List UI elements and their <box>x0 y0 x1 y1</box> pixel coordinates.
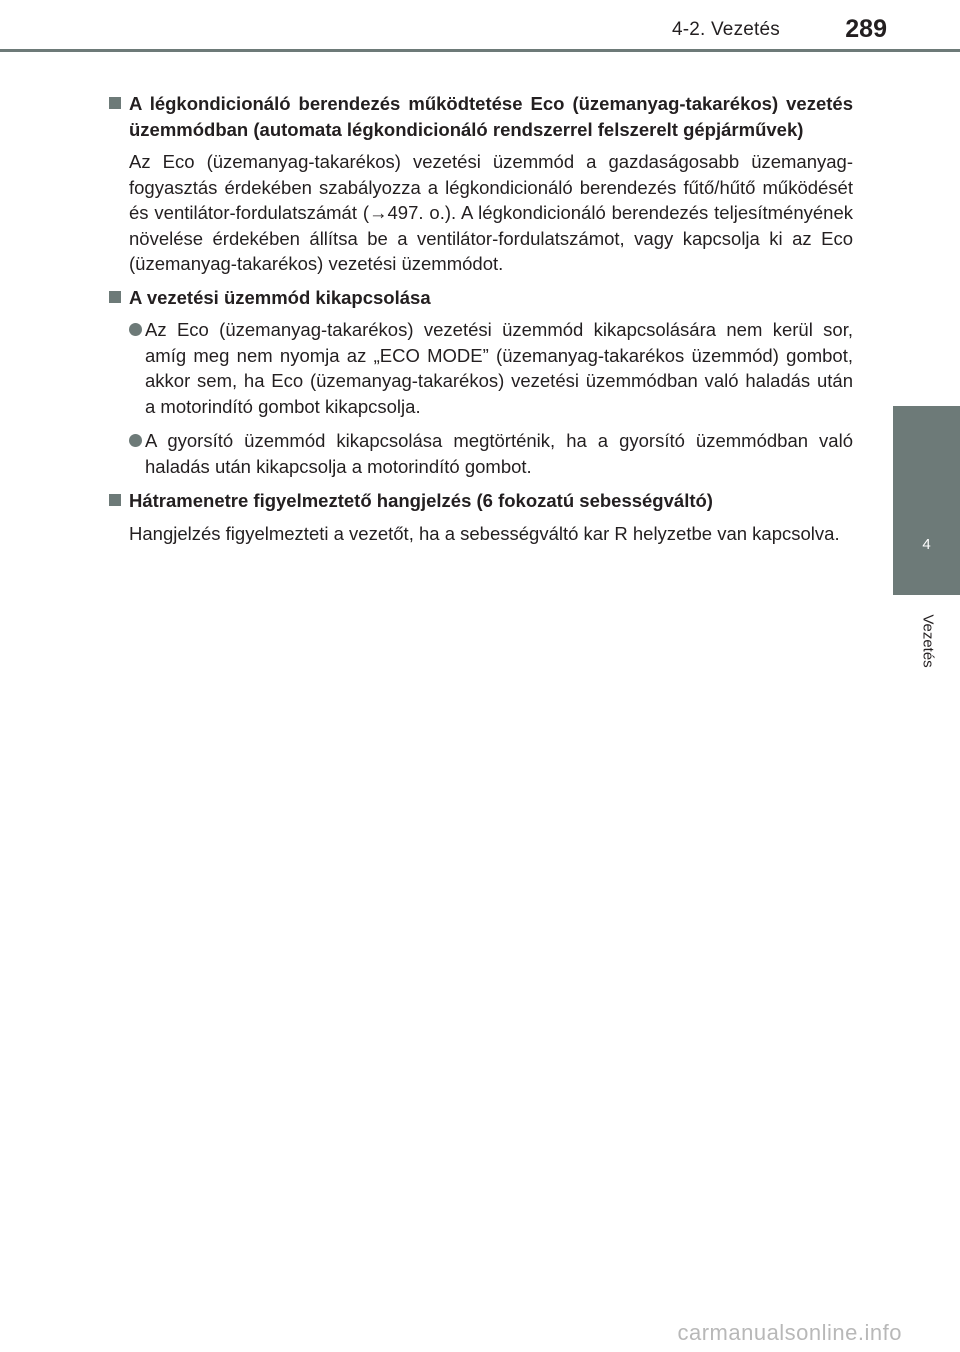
chapter-tab <box>893 406 960 595</box>
square-bullet-icon <box>109 494 121 506</box>
heading-text: Hátramenetre figyelmeztető hangjelzés (6 fokozatú sebességváltó) <box>129 490 713 511</box>
circle-bullet-icon <box>129 323 142 336</box>
bullet-text: Az Eco (üzemanyag-takarékos) vezetési üzemmód kikapcsolására nem kerül sor, amíg meg nem nyomja az „ECO MODE” (üzemanyag-takarékos üzemmód) gombot, akkor sem, ha Eco (üzemanyag-takarékos) vezetési üzemmódban való haladás után a motorindító gombot kikapcsolja. <box>145 319 853 417</box>
bullet-item <box>107 428 853 479</box>
section-paragraph: Az Eco (üzemanyag-takarékos) vezetési üzemmód a gazdaságosabb üzemanyag-fogyasztás érdekében szabályozza a légkondicionáló berendezés fűtő/hűtő működését és ventilátor-fordulatszámát (→497. o.). A légkondicionáló berendezés teljesítményének növelése érdekében állítsa be a ventilátor-fordulatszámot, vagy kapcsolja ki az Eco (üzemanyag-takarékos) vezetési üzemmódot. <box>129 151 853 274</box>
square-bullet-icon <box>109 291 121 303</box>
page-number: 289 <box>845 15 887 43</box>
circle-bullet-icon <box>129 434 142 447</box>
section-heading-mode-off <box>107 285 853 311</box>
bullet-item <box>107 317 853 419</box>
page-header <box>0 0 960 80</box>
watermark: carmanualsonline.info <box>677 1320 902 1345</box>
section-paragraph: Hangjelzés figyelmezteti a vezetőt, ha a sebességváltó kar R helyzetbe van kapcsolva. <box>129 522 840 544</box>
chapter-label-text: Vezetés <box>919 614 937 668</box>
heading-text: A légkondicionáló berendezés működtetése Eco (üzemanyag-takarékos) vezetés üzemmódban (automata légkondicionáló rendszerrel felszerelt gépjárművek) <box>129 93 853 140</box>
heading-text: A vezetési üzemmód kikapcsolása <box>129 286 431 308</box>
page-content <box>107 91 853 554</box>
section-heading-eco-ac <box>107 91 853 142</box>
header-rule <box>0 49 960 52</box>
square-bullet-icon <box>109 97 121 109</box>
section-title: 4-2. Vezetés <box>671 19 780 40</box>
chapter-label <box>914 601 942 681</box>
chapter-number: 4 <box>922 536 931 553</box>
section-heading-reverse-warning <box>107 488 853 514</box>
bullet-text: A gyorsító üzemmód kikapcsolása megtörténik, ha a gyorsító üzemmódban való haladás után kikapcsolja a motorindító gombot. <box>145 430 853 477</box>
